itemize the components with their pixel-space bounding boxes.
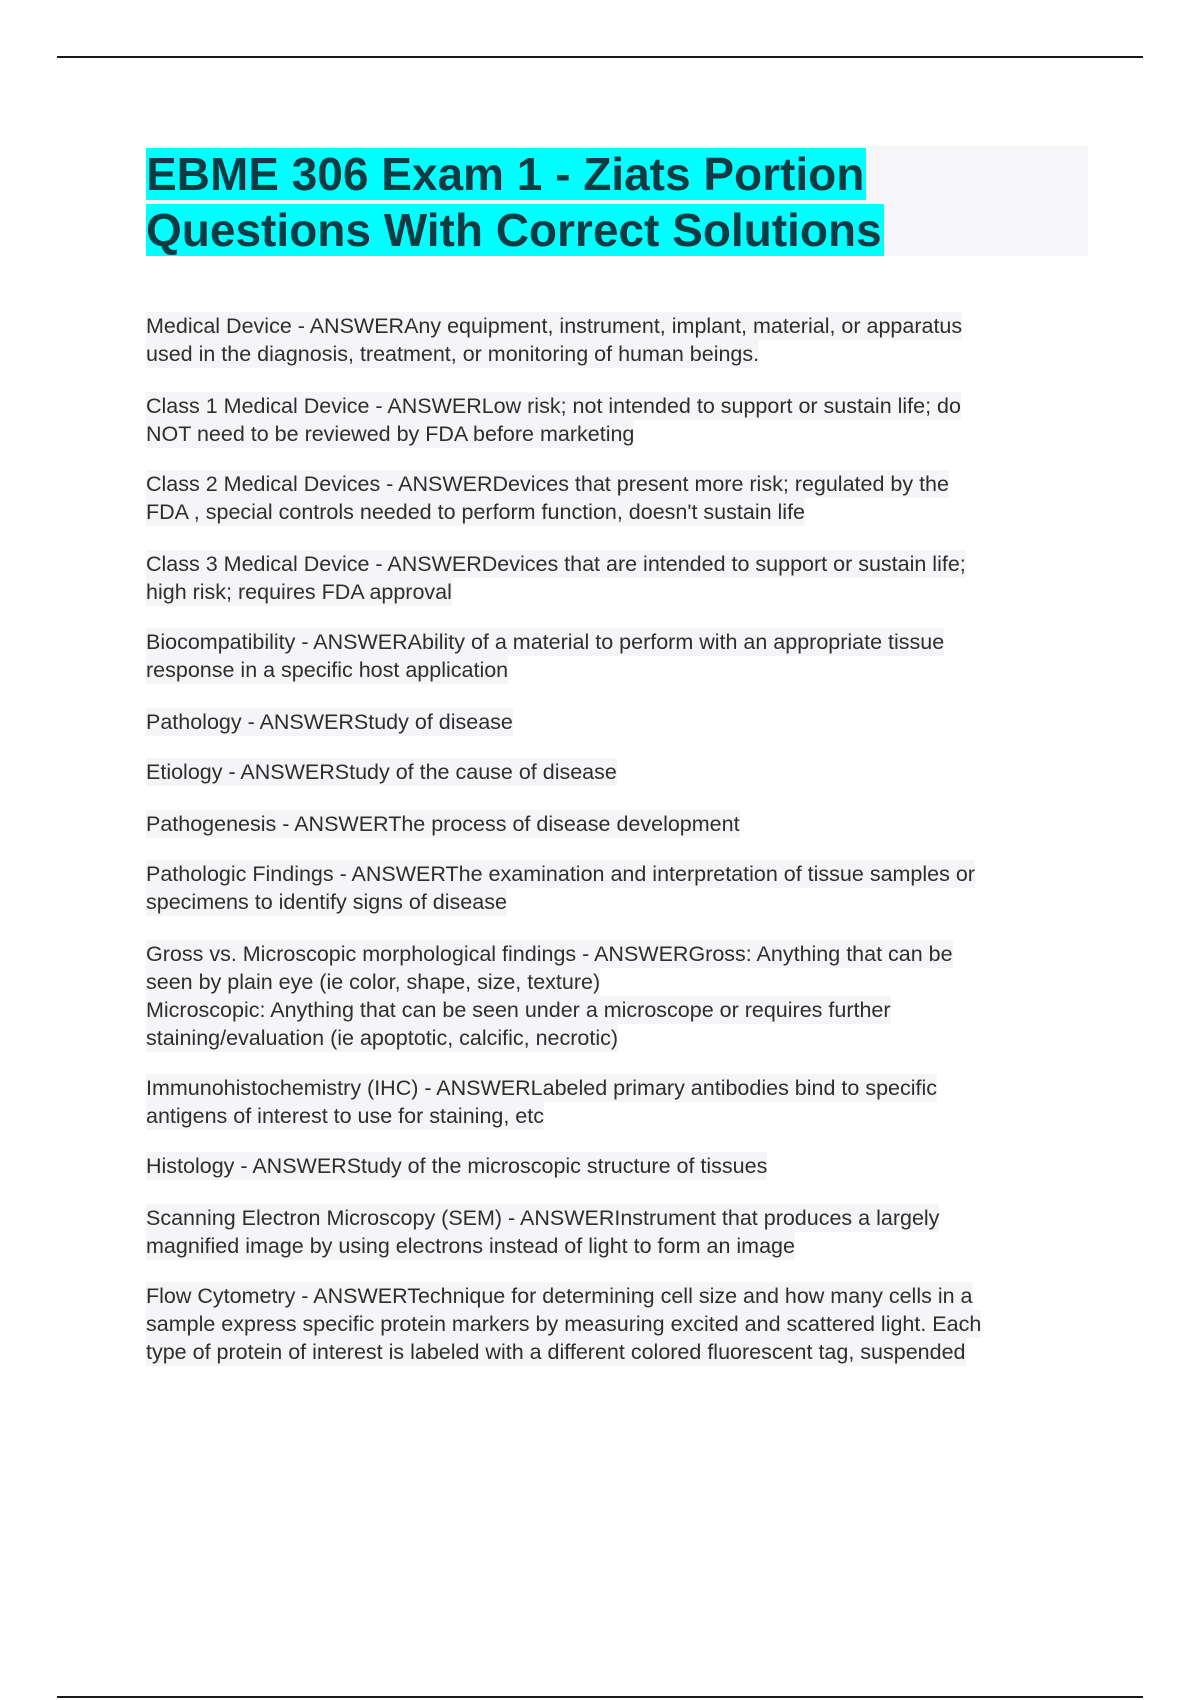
qa-line-text: Etiology - ANSWERStudy of the cause of disease [146, 760, 617, 784]
qa-row [146, 470, 1096, 498]
qa-line-text: NOT need to be reviewed by FDA before marketing [146, 422, 635, 446]
qa-row [146, 968, 1096, 996]
qa-row [146, 340, 1096, 368]
qa-row [146, 1310, 1096, 1338]
qa-entry [146, 708, 1096, 736]
qa-line-text: Pathogenesis - ANSWERThe process of disease development [146, 812, 740, 836]
qa-row [146, 996, 1096, 1024]
title-line-2: Questions With Correct Solutions [146, 204, 882, 256]
qa-line-text: Immunohistochemistry (IHC) - ANSWERLabeled primary antibodies bind to specific [146, 1076, 938, 1100]
qa-row [146, 758, 1096, 786]
qa-entry [146, 860, 1096, 916]
qa-row [146, 1204, 1096, 1232]
qa-row [146, 498, 1096, 526]
qa-row [146, 1024, 1096, 1052]
qa-line-text: Pathology - ANSWERStudy of disease [146, 710, 513, 734]
qa-list [146, 312, 1096, 1366]
qa-entry [146, 470, 1096, 526]
qa-entry [146, 550, 1096, 606]
qa-row [146, 1338, 1096, 1366]
qa-entry [146, 1152, 1096, 1180]
qa-line-text: sample express specific protein markers by measuring excited and scattered light. Each [146, 1312, 982, 1336]
qa-line-text: Biocompatibility - ANSWERAbility of a material to perform with an appropriate tissue [146, 630, 945, 654]
qa-row [146, 1074, 1096, 1102]
qa-line-text: Scanning Electron Microscopy (SEM) - ANSWERInstrument that produces a largely [146, 1206, 940, 1230]
qa-entry [146, 940, 1096, 1052]
qa-row [146, 1102, 1096, 1130]
qa-entry [146, 1282, 1096, 1366]
qa-row [146, 656, 1096, 684]
qa-line-text: Flow Cytometry - ANSWERTechnique for determining cell size and how many cells in a [146, 1284, 973, 1308]
qa-row [146, 312, 1096, 340]
qa-line-text: FDA , special controls needed to perform function, doesn't sustain life [146, 500, 806, 524]
document-title [146, 146, 1088, 258]
qa-line-text: type of protein of interest is labeled with a different colored fluorescent tag, suspended [146, 1340, 966, 1364]
bottom-rule [57, 1696, 1143, 1698]
qa-entry [146, 810, 1096, 838]
qa-entry [146, 392, 1096, 448]
qa-row [146, 550, 1096, 578]
qa-line-text: Microscopic: Anything that can be seen under a microscope or requires further [146, 998, 891, 1022]
qa-line-text: Medical Device - ANSWERAny equipment, instrument, implant, material, or apparatus [146, 314, 963, 338]
qa-line-text: Class 1 Medical Device - ANSWERLow risk; not intended to support or sustain life; do [146, 394, 961, 418]
qa-line-text: high risk; requires FDA approval [146, 580, 452, 604]
qa-row [146, 810, 1096, 838]
qa-line-text: seen by plain eye (ie color, shape, size, texture) [146, 970, 601, 994]
qa-row [146, 1152, 1096, 1180]
title-block [146, 146, 1088, 256]
qa-entry [146, 628, 1096, 684]
qa-line-text: used in the diagnosis, treatment, or monitoring of human beings. [146, 342, 760, 366]
qa-row [146, 628, 1096, 656]
qa-line-text: Pathologic Findings - ANSWERThe examination and interpretation of tissue samples or [146, 862, 975, 886]
qa-line-text: response in a specific host application [146, 658, 509, 682]
qa-row [146, 940, 1096, 968]
qa-row [146, 420, 1096, 448]
top-rule [57, 56, 1143, 58]
qa-line-text: antigens of interest to use for staining, etc [146, 1104, 544, 1128]
qa-line-text: staining/evaluation (ie apoptotic, calcific, necrotic) [146, 1026, 619, 1050]
qa-line-text: Gross vs. Microscopic morphological findings - ANSWERGross: Anything that can be [146, 942, 953, 966]
qa-line-text: magnified image by using electrons instead of light to form an image [146, 1234, 795, 1258]
qa-entry [146, 312, 1096, 368]
qa-row [146, 708, 1096, 736]
qa-row [146, 392, 1096, 420]
qa-entry [146, 1074, 1096, 1130]
qa-line-text: specimens to identify signs of disease [146, 890, 507, 914]
qa-row [146, 1282, 1096, 1310]
qa-line-text: Histology - ANSWERStudy of the microscopic structure of tissues [146, 1154, 768, 1178]
qa-row [146, 888, 1096, 916]
qa-row [146, 578, 1096, 606]
qa-entry [146, 758, 1096, 786]
qa-line-text: Class 2 Medical Devices - ANSWERDevices that present more risk; regulated by the [146, 472, 949, 496]
title-line-1: EBME 306 Exam 1 - Ziats Portion [146, 148, 865, 200]
qa-entry [146, 1204, 1096, 1260]
qa-row [146, 860, 1096, 888]
qa-row [146, 1232, 1096, 1260]
qa-line-text: Class 3 Medical Device - ANSWERDevices that are intended to support or sustain life; [146, 552, 966, 576]
